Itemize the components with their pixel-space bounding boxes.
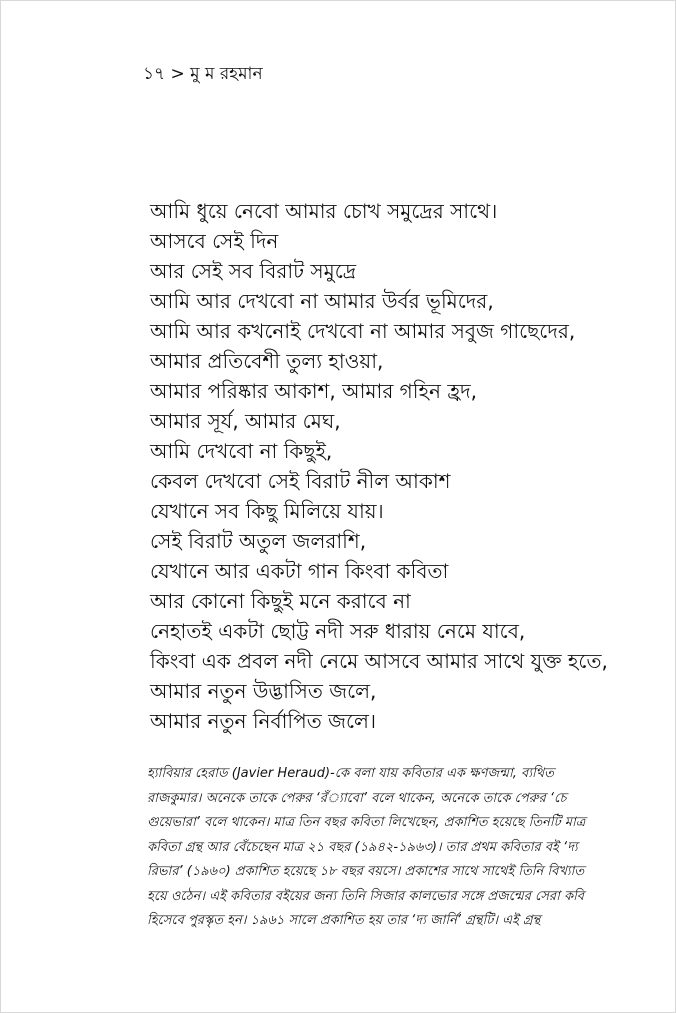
poem-line: আমি আর কখনোই দেখবো না আমার সবুজ গাছেদের,: [150, 319, 576, 343]
poem-line: আমি আর দেখবো না আমার উর্বর ভূমিদের,: [150, 289, 494, 313]
poem-line: আর কোনো কিছুই মনে করাবে না: [150, 589, 411, 613]
poem-line: কিংবা এক প্রবল নদী নেমে আসবে আমার সাথে যুক্ত হতে,: [150, 649, 608, 673]
poem-line: আমার প্রতিবেশী তুল্য হাওয়া,: [150, 349, 384, 373]
poem-body: [150, 196, 608, 736]
poem-line: আমার সূর্য, আমার মেঘ,: [150, 409, 341, 433]
poem-line: আসবে সেই দিন: [150, 229, 279, 253]
poem-line: যেখানে আর একটা গান কিংবা কবিতা: [150, 559, 449, 583]
note-line: কবিতা গ্রন্থ আর বেঁচেছেন মাত্র ২১ বছর (১৯৪২-১৯৬৩)। তার প্রথম কবিতার বই ‘দ্য: [147, 839, 578, 855]
note-line: হয়ে ওঠেন। এই কবিতার বইয়ের জন্য তিনি সিজার কালভোর সঙ্গে প্রজন্মের সেরা কবি: [147, 888, 585, 904]
poem-line: আর সেই সব বিরাট সমুদ্রে: [150, 259, 357, 283]
poem-line: আমার পরিষ্কার আকাশ, আমার গহিন হ্রদ,: [150, 379, 477, 403]
poem-line: আমার নতুন নির্বাপিত জলে।: [150, 709, 377, 733]
note-line: হিসেবে পুরস্কৃত হন। ১৯৬১ সালে প্রকাশিত হয় তার ‘দ্য জার্নি’ গ্রন্থটি। এই গ্রন্থ: [147, 913, 541, 928]
poem-line: যেখানে সব কিছু মিলিয়ে যায়।: [150, 499, 384, 523]
poem-line: কেবল দেখবো সেই বিরাট নীল আকাশ: [150, 469, 451, 493]
note-line: হ্যাবিয়ার হেরাড (Javier Heraud)-কে বলা যায় কবিতার এক ক্ষণজন্মা, ব্যথিত: [147, 766, 554, 781]
author-note: [147, 762, 586, 934]
page-header: ১৭ > মু ম রহমান: [143, 64, 263, 84]
poem-line: আমি ধুয়ে নেবো আমার চোখ সমুদ্রের সাথে।: [150, 199, 498, 223]
poem-line: নেহাতই একটা ছোট্ট নদী সরু ধারায় নেমে যাবে,: [150, 619, 526, 643]
note-line: গুয়েভারা’ বলে থাকেন। মাত্র তিন বছর কবিতা লিখেছেন, প্রকাশিত হয়েছে তিনটি মাত্র: [147, 815, 586, 830]
note-line: রাজকুমার। অনেকে তাকে পেরুর ‘রঁ্যাবো’ বলে থাকেন, অনেকে তাকে পেরুর ‘চে: [147, 790, 567, 806]
poem-line: আমি দেখবো না কিছুই,: [150, 439, 333, 463]
poem-line: আমার নতুন উদ্ভাসিত জলে,: [150, 679, 377, 703]
note-line: রিভার’ (১৯৬০) প্রকাশিত হয়েছে ১৮ বছর বয়সে। প্রকাশের সাথে সাথেই তিনি বিখ্যাত: [147, 864, 585, 879]
poem-line: সেই বিরাট অতুল জলরাশি,: [150, 529, 367, 553]
